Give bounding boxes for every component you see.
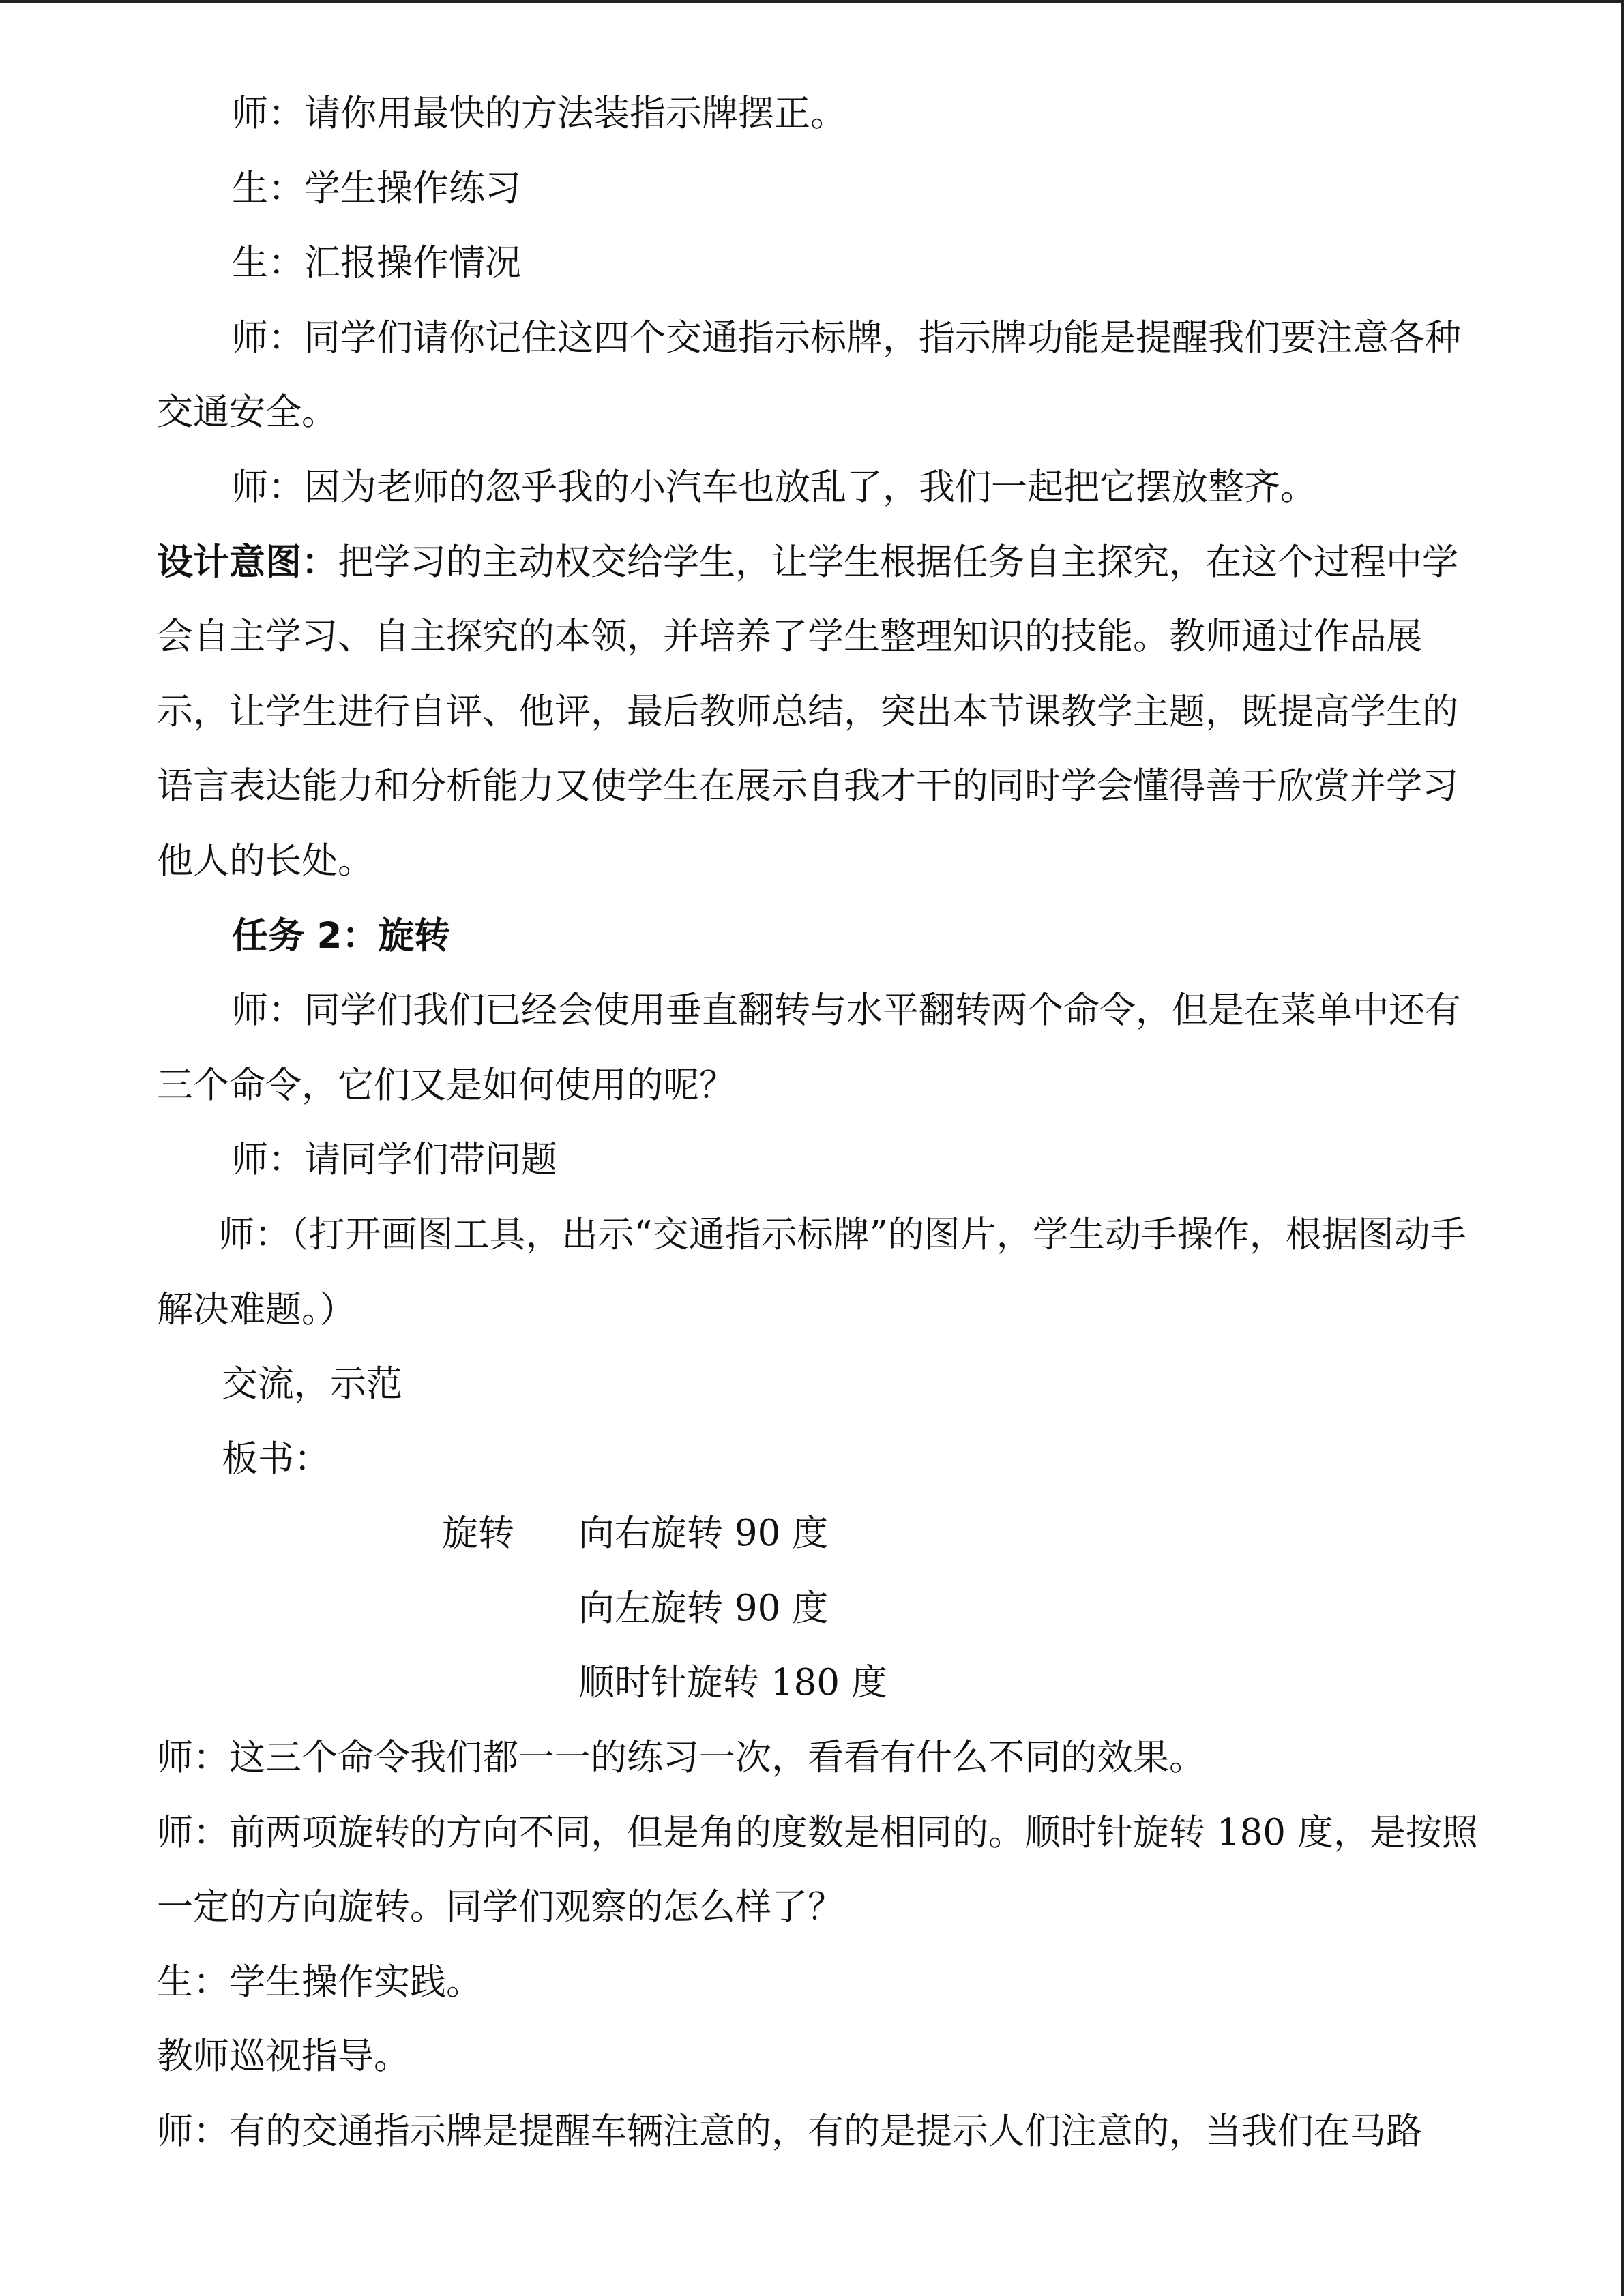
board-key-rotate: 旋转	[442, 1512, 514, 1555]
right-border-line	[1621, 0, 1624, 2296]
paragraph-teacher-directions: 师：前两项旋转的方向不同，但是角的度数是相同的。顺时针旋转 180 度，是按照一定的方向旋转。同学们观察的怎么样了？	[157, 1811, 1478, 1928]
paragraph-teacher-remember-signs: 师：同学们请你记住这四个交通指示标牌，指示牌功能是提醒我们要注意各种交通安全。	[157, 316, 1461, 434]
paragraph-exchange-demo: 交流，示范	[222, 1363, 402, 1405]
paragraph-teacher-guidance: 教师巡视指导。	[157, 2036, 410, 2078]
design-intent-label: 设计意图：	[157, 541, 338, 583]
top-border-line	[0, 0, 1624, 3]
paragraph-teacher-practice: 师：这三个命令我们都一一的练习一次，看看有什么不同的效果。	[157, 1737, 1205, 1779]
board-item: 顺时针旋转 180 度	[578, 1662, 887, 1704]
paragraph-teacher-car: 师：因为老师的忽乎我的小汽车也放乱了，我们一起把它摆放整齐。	[232, 466, 1316, 508]
paragraph-student-practice: 生：学生操作练习	[232, 167, 521, 209]
board-row-2	[157, 1571, 1494, 1646]
paragraph-teacher-instruction: 师：请你用最快的方法装指示牌摆正。	[232, 93, 846, 134]
paragraph-board-label: 板书：	[222, 1437, 330, 1480]
paragraph-student-practice-2: 生：学生操作实践。	[157, 1960, 482, 2003]
board-row-3	[157, 1645, 1494, 1720]
board-item: 向左旋转 90 度	[578, 1587, 829, 1629]
task-2-heading: 任务 2：旋转	[232, 914, 451, 957]
paragraph-design-intent	[157, 525, 1494, 899]
paragraph-teacher-open-tool: 师：（打开画图工具，出示“交通指示标牌”的图片，学生动手操作，根据图动手解决难题。）	[157, 1213, 1466, 1330]
document-body	[157, 76, 1494, 2169]
paragraph-teacher-traffic: 师：有的交通指示牌是提醒车辆注意的，有的是提示人们注意的，当我们在马路	[157, 2111, 1422, 2153]
board-row-1	[157, 1496, 1494, 1571]
design-intent-text: 把学习的主动权交给学生，让学生根据任务自主探究，在这个过程中学会自主学习、自主探究的本领，并培养了学生整理知识的技能。教师通过作品展示，让学生进行自评、他评，最后教师总结，突出本节课教学主题，既提高学生的语言表达能力和分析能力又使学生在展示自我才干的同时学会懂得善于欣赏并学习他人的长处。	[157, 541, 1458, 882]
paragraph-teacher-commands: 师：同学们我们已经会使用垂直翻转与水平翻转两个命令，但是在菜单中还有三个命令，它们又是如何使用的呢？	[157, 989, 1461, 1106]
paragraph-teacher-questions: 师：请同学们带问题	[232, 1139, 557, 1181]
board-item: 向右旋转 90 度	[578, 1512, 829, 1555]
paragraph-student-report: 生：汇报操作情况	[232, 242, 521, 284]
